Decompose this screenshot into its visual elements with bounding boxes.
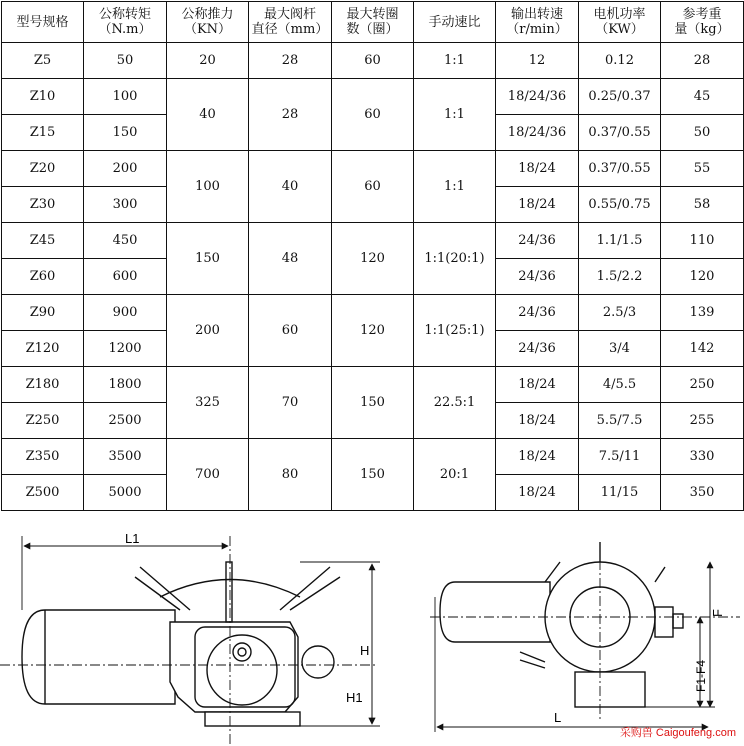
table-row — [2, 367, 744, 403]
cell-weight: 50 — [661, 115, 744, 151]
cell-turns: 120 — [332, 223, 414, 295]
cell-power: 0.55/0.75 — [579, 187, 661, 223]
cell-stem: 28 — [249, 43, 332, 79]
cell-weight: 58 — [661, 187, 744, 223]
cell-weight: 55 — [661, 151, 744, 187]
cell-model: Z180 — [2, 367, 84, 403]
header-motor-power: 电机功率 （KW） — [579, 2, 661, 43]
cell-torque: 150 — [84, 115, 167, 151]
cell-power: 11/15 — [579, 475, 661, 511]
cell-power: 0.37/0.55 — [579, 151, 661, 187]
cell-model: Z5 — [2, 43, 84, 79]
cell-power: 0.25/0.37 — [579, 79, 661, 115]
cell-thrust: 100 — [167, 151, 249, 223]
cell-stem: 48 — [249, 223, 332, 295]
cell-weight: 255 — [661, 403, 744, 439]
cell-power: 2.5/3 — [579, 295, 661, 331]
cell-thrust: 40 — [167, 79, 249, 151]
label-l1: L1 — [125, 531, 140, 546]
cell-ratio: 1:1(20:1) — [414, 223, 496, 295]
cell-torque: 1200 — [84, 331, 167, 367]
cell-speed: 18/24 — [496, 367, 579, 403]
cell-ratio: 1:1(25:1) — [414, 295, 496, 367]
cell-turns: 150 — [332, 439, 414, 511]
header-stem-diameter: 最大阀杆 直径（mm） — [249, 2, 332, 43]
label-f1-f4: F1-F4 — [694, 659, 708, 692]
cell-speed: 18/24/36 — [496, 115, 579, 151]
cell-weight: 142 — [661, 331, 744, 367]
cell-torque: 5000 — [84, 475, 167, 511]
cell-thrust: 20 — [167, 43, 249, 79]
header-model: 型号规格 — [2, 2, 84, 43]
cell-torque: 450 — [84, 223, 167, 259]
cell-speed: 12 — [496, 43, 579, 79]
cell-model: Z250 — [2, 403, 84, 439]
cell-power: 0.12 — [579, 43, 661, 79]
table-row — [2, 439, 744, 475]
cell-power: 0.37/0.55 — [579, 115, 661, 151]
cell-speed: 18/24 — [496, 475, 579, 511]
cell-torque: 200 — [84, 151, 167, 187]
label-f: F — [710, 609, 725, 617]
cell-model: Z60 — [2, 259, 84, 295]
table-row — [2, 223, 744, 259]
header-thrust: 公称推力 （KN） — [167, 2, 249, 43]
header-row — [2, 2, 744, 43]
label-h: H — [360, 643, 370, 658]
cell-ratio: 20:1 — [414, 439, 496, 511]
cell-model: Z120 — [2, 331, 84, 367]
cell-torque: 3500 — [84, 439, 167, 475]
cell-turns: 60 — [332, 43, 414, 79]
cell-ratio: 1:1 — [414, 151, 496, 223]
cell-weight: 120 — [661, 259, 744, 295]
cell-model: Z90 — [2, 295, 84, 331]
cell-stem: 60 — [249, 295, 332, 367]
cell-ratio: 1:1 — [414, 79, 496, 151]
cell-model: Z20 — [2, 151, 84, 187]
side-view-drawing — [430, 542, 740, 732]
cell-torque: 300 — [84, 187, 167, 223]
cell-torque: 600 — [84, 259, 167, 295]
cell-model: Z10 — [2, 79, 84, 115]
cell-torque: 2500 — [84, 403, 167, 439]
cell-speed: 24/36 — [496, 259, 579, 295]
header-weight: 参考重 量（kg） — [661, 2, 744, 43]
cell-speed: 24/36 — [496, 331, 579, 367]
header-turns: 最大转圈 数（圈） — [332, 2, 414, 43]
cell-speed: 18/24 — [496, 151, 579, 187]
cell-speed: 24/36 — [496, 223, 579, 259]
cell-power: 5.5/7.5 — [579, 403, 661, 439]
table-row — [2, 43, 744, 79]
header-output-speed: 输出转速 （r/min） — [496, 2, 579, 43]
cell-turns: 60 — [332, 79, 414, 151]
cell-model: Z500 — [2, 475, 84, 511]
cell-turns: 60 — [332, 151, 414, 223]
front-view-drawing — [0, 536, 380, 746]
cell-stem: 28 — [249, 79, 332, 151]
cell-ratio: 1:1 — [414, 43, 496, 79]
cell-weight: 28 — [661, 43, 744, 79]
table-row — [2, 79, 744, 115]
cell-stem: 80 — [249, 439, 332, 511]
cell-power: 7.5/11 — [579, 439, 661, 475]
cell-weight: 330 — [661, 439, 744, 475]
label-h1: H1 — [346, 690, 363, 705]
cell-turns: 150 — [332, 367, 414, 439]
cell-speed: 18/24 — [496, 439, 579, 475]
cell-weight: 45 — [661, 79, 744, 115]
actuator-dimension-drawings — [0, 522, 744, 746]
cell-power: 1.5/2.2 — [579, 259, 661, 295]
header-manual-ratio: 手动速比 — [414, 2, 496, 43]
spec-table — [1, 1, 744, 511]
cell-torque: 50 — [84, 43, 167, 79]
cell-model: Z350 — [2, 439, 84, 475]
cell-weight: 250 — [661, 367, 744, 403]
cell-power: 1.1/1.5 — [579, 223, 661, 259]
cell-model: Z15 — [2, 115, 84, 151]
cell-model: Z45 — [2, 223, 84, 259]
cell-speed: 24/36 — [496, 295, 579, 331]
cell-torque: 1800 — [84, 367, 167, 403]
table-row — [2, 295, 744, 331]
cell-turns: 120 — [332, 295, 414, 367]
cell-stem: 40 — [249, 151, 332, 223]
table-row — [2, 151, 744, 187]
cell-torque: 100 — [84, 79, 167, 115]
cell-torque: 900 — [84, 295, 167, 331]
label-l: L — [554, 710, 562, 725]
cell-weight: 350 — [661, 475, 744, 511]
cell-power: 4/5.5 — [579, 367, 661, 403]
cell-weight: 110 — [661, 223, 744, 259]
cell-speed: 18/24 — [496, 403, 579, 439]
cell-thrust: 700 — [167, 439, 249, 511]
cell-stem: 70 — [249, 367, 332, 439]
cell-thrust: 325 — [167, 367, 249, 439]
cell-thrust: 200 — [167, 295, 249, 367]
cell-weight: 139 — [661, 295, 744, 331]
cell-speed: 18/24/36 — [496, 79, 579, 115]
cell-ratio: 22.5:1 — [414, 367, 496, 439]
cell-power: 3/4 — [579, 331, 661, 367]
cell-speed: 18/24 — [496, 187, 579, 223]
header-torque: 公称转矩 （N.m） — [84, 2, 167, 43]
watermark: 采购兽 Caigoufeng.com — [619, 727, 736, 739]
cell-model: Z30 — [2, 187, 84, 223]
cell-thrust: 150 — [167, 223, 249, 295]
